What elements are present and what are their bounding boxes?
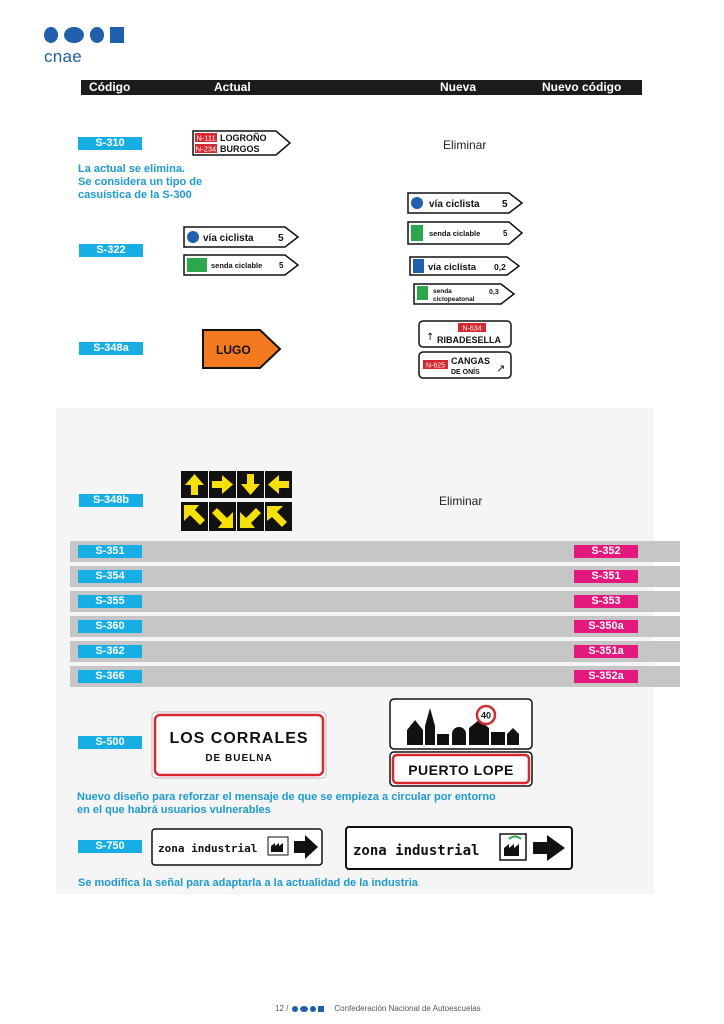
svg-text:5: 5 [278, 233, 284, 244]
sign-s500-nueva [389, 698, 533, 788]
footer-org: Confederación Nacional de Autoescuelas [334, 1004, 481, 1013]
svg-text:0,3: 0,3 [489, 289, 499, 296]
svg-text:5: 5 [279, 261, 284, 270]
svg-text:N-625: N-625 [425, 362, 446, 370]
code-old: S-351 [78, 545, 142, 558]
code-old: S-355 [78, 595, 142, 608]
svg-text:ciclopeatonal: ciclopeatonal [433, 296, 475, 303]
s310-road2: N-234 [195, 144, 217, 154]
sign-s750-nueva [345, 826, 573, 870]
sign-s322-nueva-2 [407, 221, 525, 245]
header-codigo: Código [89, 80, 131, 94]
svg-text:PUERTO LOPE: PUERTO LOPE [408, 762, 514, 778]
code-old: S-366 [78, 670, 142, 683]
sign-s322-nueva-3 [409, 256, 521, 276]
svg-text:senda ciclable: senda ciclable [429, 229, 481, 238]
footer-logo [292, 1006, 324, 1012]
svg-text:LOS CORRALES: LOS CORRALES [169, 730, 309, 747]
svg-text:DE ONÍS: DE ONÍS [451, 369, 480, 376]
code-new: S-352a [574, 670, 638, 683]
footer [275, 1004, 481, 1013]
svg-text:5: 5 [503, 229, 508, 238]
sign-s322-actual-1 [183, 226, 301, 248]
svg-text:senda: senda [433, 288, 452, 295]
sign-s322-actual-2 [183, 254, 301, 276]
svg-text:0,2: 0,2 [494, 262, 506, 272]
table-header [81, 80, 642, 95]
code-new: S-353 [574, 595, 638, 608]
s310-city2: BURGOS [220, 144, 260, 154]
s310-road1: N-111 [196, 133, 216, 143]
svg-text:↑: ↑ [426, 332, 435, 343]
header-actual: Actual [214, 80, 251, 94]
code-s750: S-750 [78, 840, 142, 853]
svg-text:40: 40 [480, 710, 492, 721]
code-new: S-352 [574, 545, 638, 558]
sign-s500-actual [151, 711, 327, 779]
svg-text:N-634: N-634 [462, 325, 482, 333]
logo-name: cnae [44, 47, 83, 66]
s750-note: Se modifica la señal para adaptarla a la actualidad de la industria [78, 877, 418, 889]
sign-s310-actual [192, 130, 292, 156]
footer-page: 12 / [275, 1004, 289, 1013]
svg-text:vía ciclista: vía ciclista [429, 199, 480, 210]
sign-s348a-nueva-2 [418, 351, 512, 379]
code-s348b: S-348b [79, 494, 143, 507]
code-s310: S-310 [78, 137, 142, 150]
code-s348a: S-348a [79, 342, 143, 355]
svg-text:5: 5 [502, 199, 508, 210]
code-new: S-351 [574, 570, 638, 583]
svg-text:senda ciclable: senda ciclable [211, 261, 263, 270]
svg-text:vía ciclista: vía ciclista [203, 233, 254, 244]
logo-shapes [44, 26, 124, 44]
svg-text:CANGAS: CANGAS [451, 356, 491, 366]
svg-text:vía ciclista: vía ciclista [428, 262, 477, 273]
code-old: S-362 [78, 645, 142, 658]
svg-text:LUGO: LUGO [216, 343, 251, 357]
svg-text:↗: ↗ [496, 362, 506, 375]
sign-s348a-actual [202, 329, 282, 369]
svg-text:zona industrial: zona industrial [353, 843, 480, 859]
svg-text:DE BUELNA: DE BUELNA [205, 753, 273, 764]
code-new: S-351a [574, 645, 638, 658]
s500-note: Nuevo diseño para reforzar el mensaje de que se empieza a circular por entorno en el que habrá usuarios vulnerables [77, 791, 496, 816]
sign-s348a-nueva-1 [418, 320, 512, 348]
s310-note: La actual se elimina. Se considera un tipo de casuística de la S-300 [78, 163, 203, 201]
sign-s322-nueva-1 [407, 192, 525, 214]
cnae-logo [44, 26, 124, 70]
s348b-eliminar: Eliminar [439, 494, 483, 508]
code-old: S-354 [78, 570, 142, 583]
header-nuevo-codigo: Nuevo código [542, 80, 622, 94]
code-s500: S-500 [78, 736, 142, 749]
code-s322: S-322 [79, 244, 143, 257]
sign-s322-nueva-4 [413, 283, 517, 305]
code-old: S-360 [78, 620, 142, 633]
svg-text:RIBADESELLA: RIBADESELLA [437, 335, 502, 345]
code-new: S-350a [574, 620, 638, 633]
svg-text:zona industrial: zona industrial [158, 842, 258, 855]
sign-s348b-arrows [180, 470, 294, 532]
sign-s750-actual [151, 828, 323, 866]
s310-city1: LOGROÑO [220, 133, 267, 143]
header-nueva: Nueva [440, 80, 477, 94]
s310-eliminar: Eliminar [443, 138, 487, 152]
